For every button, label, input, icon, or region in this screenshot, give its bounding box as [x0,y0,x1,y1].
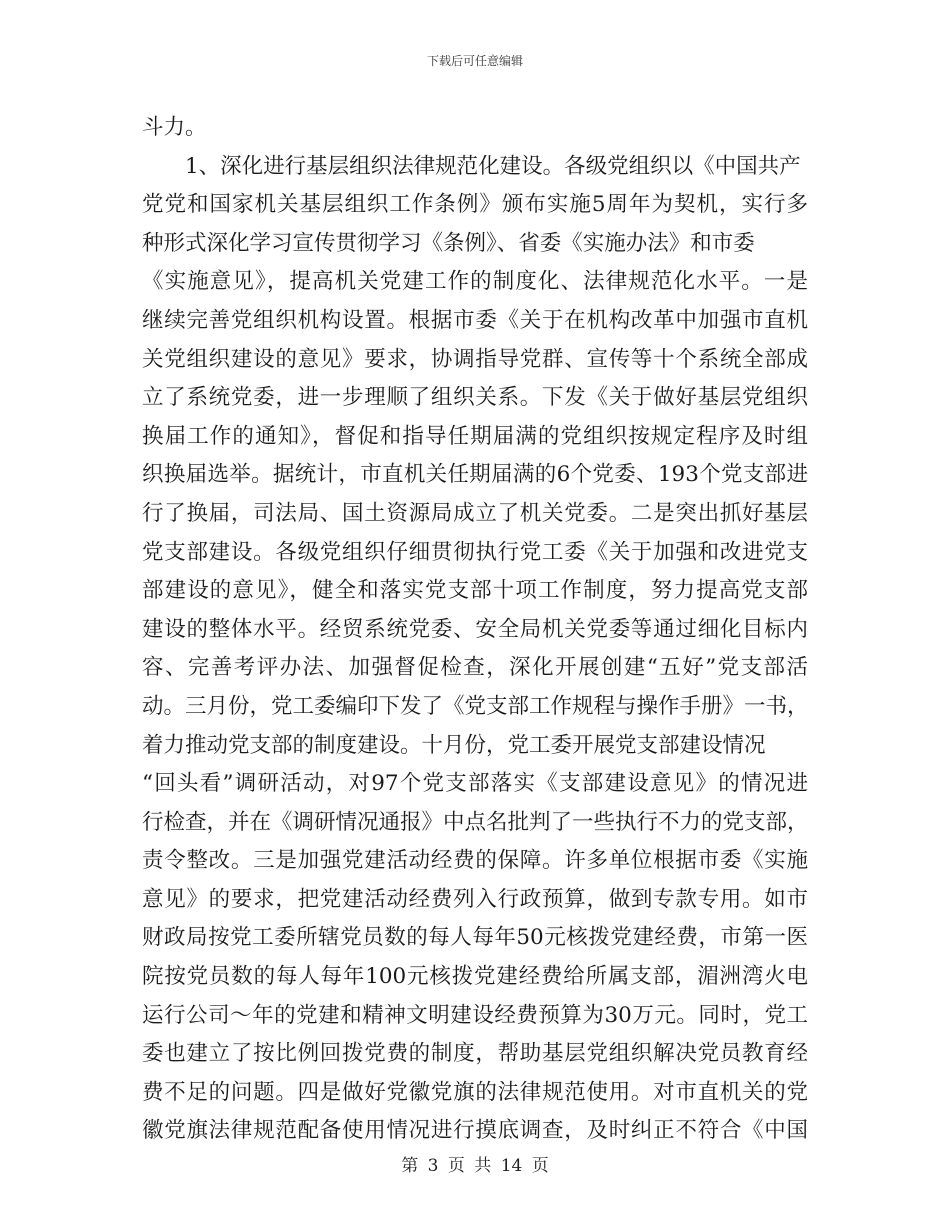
text-line: 关党组织建设的意见》要求，协调指导党群、宣传等十个系统全部成 [142,346,808,372]
text-line: 立了系统党委，进一步理顺了组织关系。下发《关于做好基层党组织 [142,385,808,411]
text-line: 部建设的意见》，健全和落实党支部十项工作制度，努力提高党支部 [142,578,808,604]
text-line: “回头看”调研活动，对97个党支部落实《支部建设意见》的情况进 [142,771,808,797]
text-line: 换届工作的通知》，督促和指导任期届满的党组织按规定程序及时组 [142,423,808,449]
text-line: 党党和国家机关基层组织工作条例》颁布实施5周年为契机，实行多 [142,192,808,218]
text-line: 着力推动党支部的制度建设。十月份，党工委开展党支部建设情况 [142,732,766,758]
text-line: 行检查，并在《调研情况通报》中点名批判了一些执行不力的党支部， [142,809,809,835]
text-line: 意见》的要求，把党建活动经费列入行政预算，做到专款专用。如市 [142,886,808,912]
text-line: 容、完善考评办法、加强督促检查，深化开展创建“五好”党支部活 [142,655,808,681]
text-line: 种形式深化学习宣传贯彻学习《条例》、省委《实施办法》和市委 [142,230,755,256]
text-line: 徽党旗法律规范配备使用情况进行摸底调查，及时纠正不符合《中国 [142,1118,808,1144]
page-number: 第 3 页 共 14 页 [401,1156,549,1176]
text-line: 行了换届，司法局、国土资源局成立了机关党委。二是突出抓好基层 [142,500,808,526]
text-line: 运行公司～年的党建和精神文明建设经费预算为30万元。同时，党工 [142,1002,808,1028]
text-line: 动。三月份，党工委编印下发了《党支部工作规程与操作手册》一书， [142,693,809,719]
text-line: 建设的整体水平。经贸系统党委、安全局机关党委等通过细化目标内 [142,616,808,642]
body-text [142,109,808,1151]
text-line: 继续完善党组织机构设置。根据市委《关于在机构改革中加强市直机 [142,307,808,333]
text-line: 委也建立了按比例回拨党费的制度，帮助基层党组织解决党员教育经 [142,1041,808,1067]
text-line: 1、深化进行基层组织法律规范化建设。各级党组织以《中国共产 [142,153,801,179]
text-line: 《实施意见》，提高机关党建工作的制度化、法律规范化水平。一是 [142,269,808,295]
text-line: 织换届选举。据统计，市直机关任期届满的6个党委、193个党支部进 [142,462,808,488]
text-line: 责令整改。三是加强党建活动经费的保障。许多单位根据市委《实施 [142,848,808,874]
text-line: 斗力。 [142,115,207,140]
text-line: 党支部建设。各级党组织仔细贯彻执行党工委《关于加强和改进党支 [142,539,808,565]
text-line: 财政局按党工委所辖党员数的每人每年50元核拨党建经费，市第一医 [142,925,808,951]
text-line: 费不足的问题。四是做好党徽党旗的法律规范使用。对市直机关的党 [142,1079,808,1105]
page-header: 下载后可任意编辑 [426,54,523,68]
text-line: 院按党员数的每人每年100元核拨党建经费给所属支部，湄洲湾火电 [142,964,808,990]
